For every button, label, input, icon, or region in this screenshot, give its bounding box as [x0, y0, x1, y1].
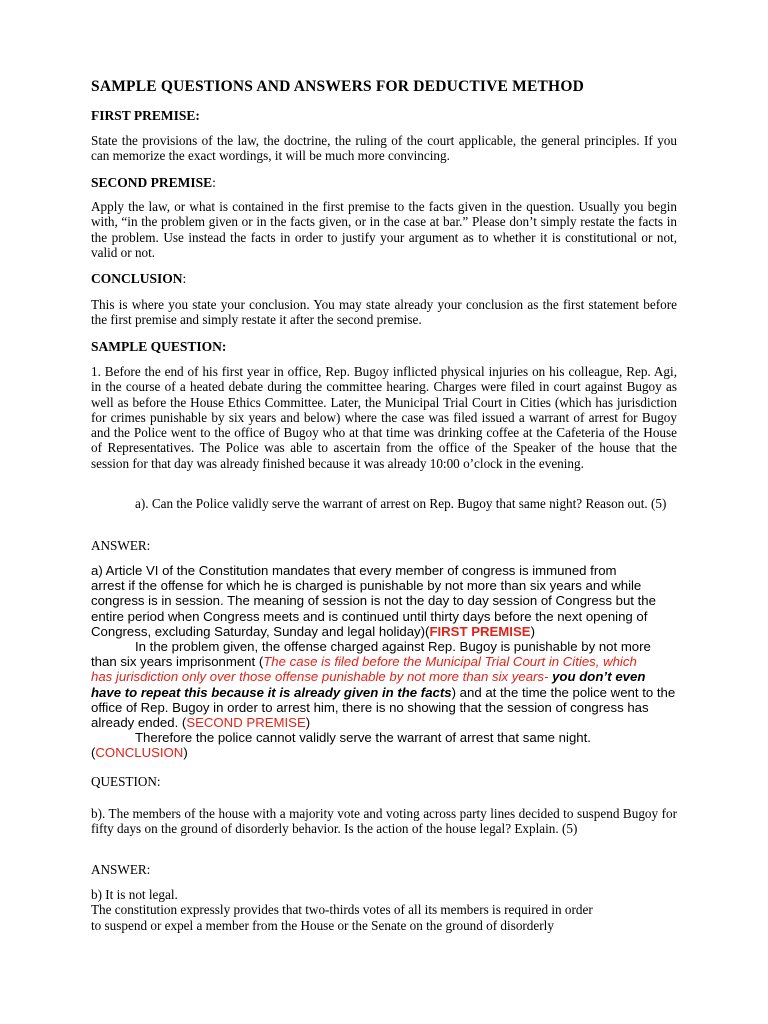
sample-question-part-a: a). Can the Police validly serve the warrant of arrest on Rep. Bugoy that same night? Reason out. (5)	[135, 496, 667, 511]
answer-a-line: Congress, excluding Saturday, Sunday and legal holiday)(FIRST PREMISE)	[91, 623, 535, 639]
second-premise-heading: SECOND PREMISE:	[91, 175, 216, 190]
answer-a-line: already ended. (SECOND PREMISE)	[91, 715, 311, 731]
conclusion-tag: CONCLUSION	[95, 745, 184, 761]
answer-a-line: In the problem given, the offense charged against Rep. Bugoy is punishable by not more	[135, 639, 651, 655]
answer-a-line: office of Rep. Bugoy in order to arrest him, there is no showing that the session of congress has	[91, 699, 649, 715]
question-b-text: b). The members of the house with a majority vote and voting across party lines decided to suspend Bugoy for fifty days on the ground of disorderly behavior. Is the action of the house legal? Explain. (5)	[91, 806, 677, 837]
first-premise-tag: FIRST PREMISE	[429, 623, 531, 639]
conclusion-heading: CONCLUSION:	[91, 271, 187, 286]
answer-b-heading: ANSWER:	[91, 862, 151, 877]
answer-b-body	[91, 887, 677, 933]
answer-b-line: to suspend or expel a member from the House or the Senate on the ground of disorderly	[91, 917, 554, 933]
first-premise-text: State the provisions of the law, the doctrine, the ruling of the court applicable, the general principles. If you can memorize the exact wordings, it will be much more convincing.	[91, 133, 677, 164]
first-premise-heading: FIRST PREMISE:	[91, 108, 200, 123]
answer-a-heading: ANSWER:	[91, 538, 151, 553]
sample-question-text: 1. Before the end of his first year in office, Rep. Bugoy inflicted physical injuries on his colleague, Rep. Agi, in the course of a heated debate during the committee hearing. Charges were filed in court against Bugoy as well as before the House Ethics Committee. Later, the Municipal Trial Court in Cities (which has jurisdiction for crimes punishable by six years and below) where the case was filed issued a warrant of arrest for Bugoy and the Police went to the office of Bugoy who at that time was drinking coffee at the Cafeteria of the House of Representatives. The Police was able to ascertain from the office of the Speaker of the house that the session for that day was already finished because it was already 10:00 o’clock in the evening.	[91, 364, 677, 471]
emphasis-note: you don’t even	[552, 669, 646, 685]
answer-a-line: have to repeat this because it is already given in the facts) and at the time the police went to the	[91, 684, 676, 700]
second-premise-text: Apply the law, or what is contained in the first premise to the facts given in the question. Usually you begin with, “in the problem given or in the facts given, or in the case at bar.” Please don’t simply restate the facts in the problem. Use instead the facts in order to justify your argument as to whether it is constitutional or not, valid or not.	[91, 199, 677, 260]
answer-a-line: entire period when Congress meets and is continued until thirty days before the next opening of	[91, 608, 648, 624]
question-b-heading: QUESTION:	[91, 774, 161, 789]
answer-a-line: arrest if the offense for which he is charged is punishable by not more than six years and while	[91, 578, 642, 594]
second-premise-tag: SECOND PREMISE	[186, 715, 306, 731]
sample-question-heading: SAMPLE QUESTION:	[91, 339, 227, 354]
answer-a-body	[91, 563, 677, 761]
answer-a-line: than six years imprisonment (The case is filed before the Municipal Trial Court in Cities, which	[91, 654, 637, 670]
facts-note: has jurisdiction only over those offense punishable by not more than six years-	[91, 669, 553, 685]
conclusion-text: This is where you state your conclusion. You may state already your conclusion as the first statement before the first premise and simply restate it after the second premise.	[91, 297, 677, 328]
answer-a-line: congress is in session. The meaning of session is not the day to day session of Congress but the	[91, 593, 656, 609]
answer-b-line: b) It is not legal.	[91, 887, 178, 902]
document-title: SAMPLE QUESTIONS AND ANSWERS FOR DEDUCTIVE METHOD	[91, 78, 584, 95]
answer-a-line: a) Article VI of the Constitution mandates that every member of congress is immuned from	[91, 563, 617, 578]
answer-a-line: Therefore the police cannot validly serve the warrant of arrest that same night.	[135, 730, 591, 746]
facts-note: The case is filed before the Municipal Trial Court in Cities, which	[263, 654, 637, 670]
emphasis-note: have to repeat this because it is already given in the facts	[91, 684, 452, 700]
answer-a-line: (CONCLUSION)	[91, 745, 188, 761]
answer-a-line	[91, 669, 677, 684]
answer-b-line: The constitution expressly provides that two-thirds votes of all its members is required in order	[91, 902, 593, 918]
